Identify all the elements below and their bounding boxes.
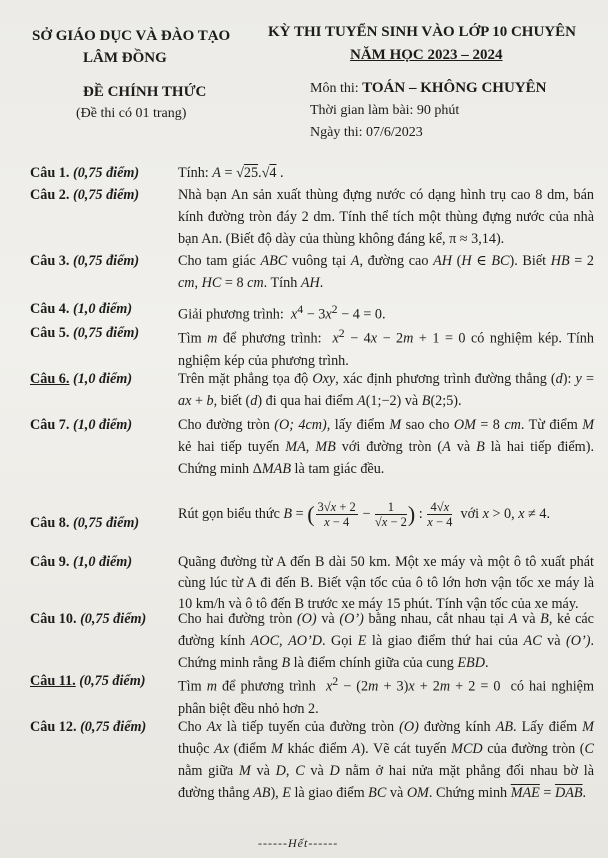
question-3 [30,250,594,294]
question-label: Câu 2. (0,75 điểm) [30,187,140,203]
question-8 [30,500,590,544]
duration-line: Thời gian làm bài: 90 phút [310,103,460,118]
question-label: Câu 11. (0,75 điểm) [30,673,146,689]
question-label: Câu 6. (1,0 điểm) [30,371,133,387]
question-10 [30,608,595,674]
subject-name: TOÁN – KHÔNG CHUYÊN [362,80,547,96]
question-text: Cho hai đường tròn (O) và (O’) bằng nhau, cắt nhau tại A và B, kẻ các đường kính AOC, AO’D. Gọi E là giao điểm thứ hai của AC và (O’). Chứng minh rằng B là điểm chính giữa của cung EBD. [178,611,595,671]
question-2 [30,184,594,250]
subject-label: Môn thi: [310,81,359,96]
end-marker: ------Hết------ [258,836,339,850]
question-text: Cho đường tròn (O; 4cm), lấy điểm M sao cho OM = 8 cm. Từ điểm M kẻ hai tiếp tuyến MA, MB với đường tròn (A và B là hai tiếp điểm). Chứng minh ΔMAB là tam giác đều. [178,417,595,477]
question-label: Câu 12. (0,75 điểm) [30,719,147,735]
question-label: Câu 3. (0,75 điểm) [30,253,140,269]
question-text: Giải phương trình: $x^4 - 3x^2 - 4 = 0$. [178,302,386,323]
question-text: Quãng đường từ A đến B dài 50 km. Một xe máy và một ô tô xuất phát cùng lúc từ A đi đến B. Biết vận tốc của ô tô lớn hơn vận tốc xe máy là 10 km/h và ô tô đến B trước xe máy 15 phút. Tính vận tốc của xe máy. [178,554,594,612]
question-label: Câu 9. (1,0 điểm) [30,554,133,570]
question-text: Rút gọn biểu thức B = ( $\frac{3√x + 2}{x - 4}$ − $\frac{1}{√x - 2}$ ) : $\frac{4√x}{x - 4}$ với x > 0, x ≠ 4. [178,500,551,529]
pages-note: (Đề thi có 01 trang) [76,106,187,121]
question-7 [30,414,595,480]
exam-title: KỲ THI TUYỂN SINH VÀO LỚP 10 CHUYÊN [268,24,576,40]
subject-line [310,80,546,97]
school-year: NĂM HỌC 2023 – 2024 [350,47,503,63]
question-label: Câu 5. (0,75 điểm) [30,325,140,341]
question-text: Tìm m để phương trình $x^2 - (2m + 3)x + 2m + 2 = 0$ có hai nghiệm phân biệt đều nhỏ hơn 2. [178,674,594,717]
question-11 [30,670,594,717]
official-label: ĐỀ CHÍNH THỨC [83,84,207,100]
exam-date: Ngày thi: 07/6/2023 [310,125,423,140]
question-text: Cho Ax là tiếp tuyến của đường tròn (O) đường kính AB. Lấy điểm M thuộc Ax (điểm M khác điểm A). Vẽ cát tuyến MCD của đường tròn (C nằm giữa M và D, C và D nằm ở hai nửa mặt phẳng đối nhau bờ là đường thẳng AB), E là giao điểm BC và OM. Chứng minh $\overline{MAE} = \overline{DAB}$. [178,719,594,801]
question-4 [30,298,590,323]
question-label: Câu 8. (0,75 điểm) [30,515,140,531]
question-text: Trên mặt phẳng tọa độ Oxy, xác định phương trình đường thẳng (d): y = ax + b, biết (d) đi qua hai điểm A(1;−2) và B(2;5). [178,371,594,409]
department-province: LÂM ĐỒNG [83,50,167,66]
question-5 [30,322,594,369]
question-text: Tính: A = √25.√4 . [178,165,284,181]
question-label: Câu 4. (1,0 điểm) [30,301,133,317]
question-text: Tìm m để phương trình: $x^2 - 4x - 2m + 1 = 0$ có nghiệm kép. Tính nghiệm kép của phương trình. [178,326,594,369]
question-text: Cho tam giác ABC vuông tại A, đường cao AH (H ∈ BC). Biết HB = 2 cm, HC = 8 cm. Tính AH. [178,253,594,291]
question-text: Nhà bạn An sản xuất thùng đựng nước có dạng hình trụ cao 8 dm, bán kính đường tròn đáy 2 dm. Tính thể tích một thùng đựng nước của nhà bạn An. (Biết độ dày của thùng không đáng kể, π ≈ 3,14). [178,187,594,247]
question-label: Câu 7. (1,0 điểm) [30,417,133,433]
question-label: Câu 1. (0,75 điểm) [30,165,140,181]
question-6 [30,368,594,412]
question-1 [30,162,590,184]
department-name: SỞ GIÁO DỤC VÀ ĐÀO TẠO [32,28,231,44]
question-label: Câu 10. (0,75 điểm) [30,611,147,627]
question-12 [30,716,594,828]
